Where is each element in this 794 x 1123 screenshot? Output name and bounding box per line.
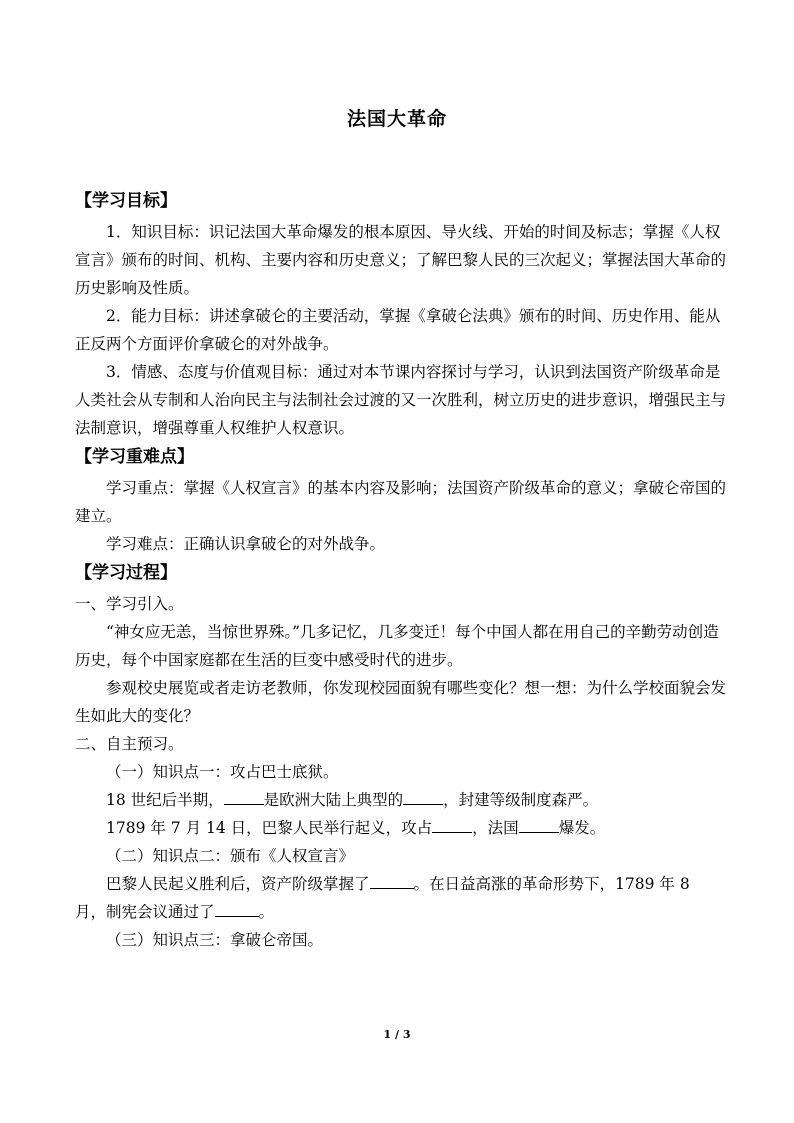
- text-fragment: ，封建等级制度森严。: [443, 791, 599, 809]
- objective-values: 3．情感、态度与价值观目标：通过对本节课内容探讨与学习，认识到法国资产阶级革命是人类社会从专制和人治向民主与法制社会过渡的又一次胜利，树立历史的进步意识，增强民主与法制意识，增强尊重人权维护人权意识。: [75, 363, 727, 437]
- document-body: [75, 186, 727, 954]
- text-fragment: 18 世纪后半期，: [106, 791, 224, 809]
- text-fragment: 巴黎人民起义胜利后，资产阶级掌握了: [106, 875, 370, 893]
- knowledge-point-1-line-1: [75, 786, 727, 814]
- knowledge-point-2-line-2: [75, 898, 727, 926]
- knowledge-point-2-heading: （二）知识点二：颁布《人权宣言》: [106, 847, 355, 865]
- fill-blank[interactable]: [224, 788, 264, 805]
- preview-heading: 二、自主预习。: [75, 735, 184, 753]
- text-fragment: 月，制宪会议通过了: [75, 903, 215, 921]
- knowledge-point-1-heading: （一）知识点一：攻占巴士底狱。: [106, 763, 339, 781]
- intro-paragraph-2: 参观校史展览或者走访老教师，你发现校园面貌有哪些变化？想一想：为什么学校面貌会发生如此大的变化？: [75, 679, 727, 725]
- section-heading-process: 【学习过程】: [75, 563, 177, 583]
- objective-knowledge: 1．知识目标：识记法国大革命爆发的根本原因、导火线、开始的时间及标志；掌握《人权宣言》颁布的时间、机构、主要内容和历史意义；了解巴黎人民的三次起义；掌握法国大革命的历史影响及性质。: [75, 223, 727, 297]
- page-title: 法国大革命: [346, 108, 447, 130]
- key-point-paragraph: 学习重点：掌握《人权宣言》的基本内容及影响；法国资产阶级革命的意义；拿破仑帝国的建立。: [75, 479, 727, 525]
- text-fragment: 1789 年 7 月 14 日，巴黎人民举行起义，攻占: [106, 819, 433, 837]
- text-fragment: 。在日益高涨的革命形势下，1789 年 8: [413, 875, 690, 893]
- intro-heading: 一、学习引入。: [75, 595, 184, 613]
- fill-blank[interactable]: [519, 816, 559, 833]
- text-fragment: 是欧洲大陆上典型的: [263, 791, 404, 809]
- text-fragment: ，法国: [472, 819, 519, 837]
- knowledge-point-2-line-1: [75, 870, 727, 898]
- page-number: 1 / 3: [383, 1028, 411, 1041]
- fill-blank[interactable]: [215, 900, 259, 917]
- knowledge-point-3-heading: （三）知识点三：拿破仑帝国。: [106, 931, 324, 949]
- text-fragment: 爆发。: [558, 819, 606, 837]
- knowledge-point-1-line-2: [75, 814, 727, 842]
- fill-blank[interactable]: [432, 816, 472, 833]
- text-fragment: 。: [258, 903, 275, 921]
- fill-blank[interactable]: [370, 872, 414, 889]
- difficult-point-paragraph: 学习难点：正确认识拿破仑的对外战争。: [106, 535, 386, 553]
- objective-ability: 2．能力目标：讲述拿破仑的主要活动，掌握《拿破仑法典》颁布的时间、历史作用、能从正反两个方面评价拿破仑的对外战争。: [75, 307, 721, 353]
- intro-paragraph-1: “神女应无恙，当惊世界殊。”几多记忆，几多变迁！每个中国人都在用自己的辛勤劳动创造历史，每个中国家庭都在生活的巨变中感受时代的进步。: [75, 623, 719, 669]
- section-heading-difficulty: 【学习重难点】: [75, 447, 194, 467]
- section-heading-objectives: 【学习目标】: [75, 191, 177, 211]
- fill-blank[interactable]: [403, 788, 443, 805]
